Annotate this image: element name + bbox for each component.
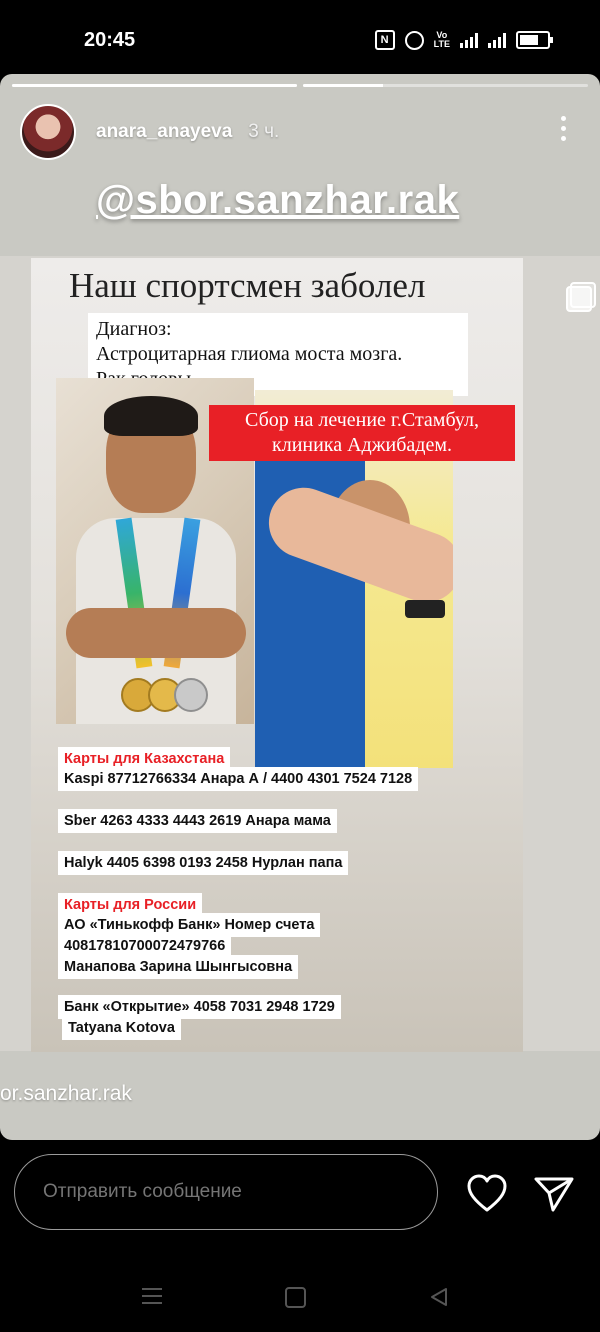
diagnosis-line: Диагноз: bbox=[96, 318, 172, 340]
card-sber: Sber 4263 4333 4443 2619 Анара мама bbox=[58, 809, 337, 833]
fundraising-poster bbox=[31, 258, 523, 1052]
fundraising-banner bbox=[209, 405, 515, 461]
recent-apps-icon[interactable] bbox=[142, 1288, 162, 1304]
send-icon[interactable] bbox=[533, 1174, 575, 1214]
card-otkritie: Банк «Открытие» 4058 7031 2948 1729 bbox=[58, 995, 341, 1019]
story-time: 3 ч. bbox=[248, 121, 280, 142]
progress-segment-2 bbox=[303, 84, 588, 87]
heart-icon[interactable] bbox=[466, 1174, 508, 1214]
progress-fill-2 bbox=[303, 84, 383, 87]
fundraising-line: клиника Аджибадем. bbox=[272, 434, 452, 456]
card-kaspi: Kaspi 87712766334 Анара А / 4400 4301 7524 7128 bbox=[58, 767, 418, 791]
status-bar bbox=[0, 0, 600, 78]
mention-sticker[interactable]: @sbor.sanzhar.rak bbox=[96, 178, 460, 222]
kz-cards-header: Карты для Казахстана bbox=[58, 747, 230, 771]
nfc-icon: N bbox=[375, 30, 395, 50]
diagnosis-line: Астроцитарная глиома моста мозга. bbox=[96, 343, 403, 365]
volte-icon: Vo LTE bbox=[433, 30, 450, 49]
story-progress bbox=[12, 84, 588, 87]
story-header bbox=[20, 104, 279, 160]
message-input[interactable] bbox=[41, 1180, 405, 1204]
progress-fill-1 bbox=[12, 84, 297, 87]
username[interactable]: anara_anayeva bbox=[96, 121, 233, 142]
poster-title: Наш спортсмен заболел bbox=[69, 266, 426, 305]
signal-icon bbox=[460, 32, 478, 48]
status-icons bbox=[375, 30, 550, 50]
story-viewer[interactable] bbox=[0, 74, 600, 1140]
ru-cards-header: Карты для России bbox=[58, 893, 202, 917]
card-tinkoff-account: 40817810700072479766 bbox=[58, 934, 231, 958]
mention-link[interactable]: or.sanzhar.rak bbox=[0, 1082, 132, 1105]
fundraising-line: Сбор на лечение г.Стамбул, bbox=[245, 409, 479, 431]
status-time: 20:45 bbox=[84, 29, 136, 51]
card-halyk: Halyk 4405 6398 0193 2458 Нурлан папа bbox=[58, 851, 348, 875]
battery-icon bbox=[516, 31, 550, 49]
more-options-icon[interactable] bbox=[561, 116, 566, 141]
signal-icon-2 bbox=[488, 32, 506, 48]
back-icon[interactable] bbox=[428, 1286, 450, 1308]
message-field[interactable] bbox=[14, 1154, 438, 1230]
avatar[interactable] bbox=[20, 104, 76, 160]
alarm-icon bbox=[405, 31, 424, 50]
card-tinkoff-holder: Манапова Зарина Шынгысовна bbox=[58, 955, 298, 979]
copy-icon[interactable] bbox=[566, 282, 594, 310]
home-icon[interactable] bbox=[285, 1287, 306, 1308]
card-otkritie-holder: Tatyana Kotova bbox=[62, 1016, 181, 1040]
system-nav-bar bbox=[0, 1260, 600, 1332]
progress-segment-1 bbox=[12, 84, 297, 87]
card-tinkoff: АО «Тинькофф Банк» Номер счета bbox=[58, 913, 320, 937]
